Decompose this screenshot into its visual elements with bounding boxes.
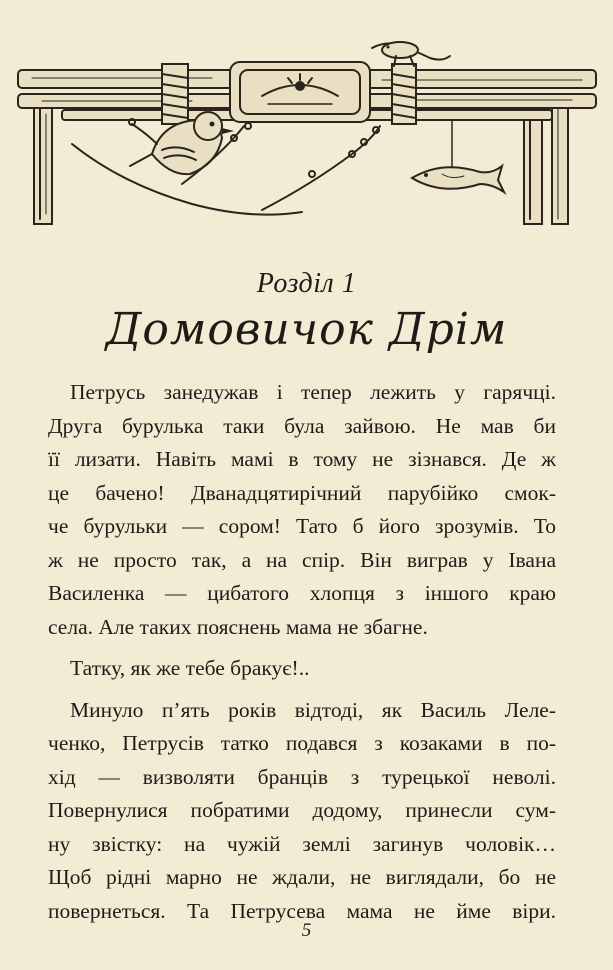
- text-line: її лизати. Навіть мамі в тому не зізнався. Де ж: [48, 447, 556, 471]
- text-line: Василенка — цибатого хлопця з іншого краю: [48, 581, 556, 605]
- rope-binding-left: [162, 64, 188, 124]
- carved-plaque: [230, 62, 370, 122]
- paragraph: [48, 694, 556, 929]
- chapter-title: Домовичок Дрім: [105, 304, 508, 355]
- text-line: села. Але таких пояснень мама не збагне.: [48, 614, 428, 639]
- left-post: [34, 94, 52, 224]
- chapter-label: Розділ 1: [256, 268, 357, 299]
- chapter-body-text: [48, 376, 556, 936]
- blossom-branch: [72, 119, 380, 215]
- rope-binding-right: [392, 64, 416, 124]
- page-number: 5: [301, 920, 312, 941]
- text-line: ченко, Петрусів татко подався з козаками в по-: [48, 731, 556, 755]
- text-line: ж не просто так, а на спір. Він виграв у Івана: [48, 547, 556, 572]
- hanging-fish-illustration: [412, 120, 504, 192]
- text-line: Минуло п’ять років відтоді, як Василь Леле-: [70, 697, 556, 722]
- paragraph: [48, 652, 556, 686]
- chapter-header-illustration: [12, 34, 602, 229]
- lizard-illustration: [372, 42, 450, 66]
- paragraph: [48, 376, 556, 644]
- text-line: ну звістку: на чужій землі загинув чоловік…: [48, 831, 556, 856]
- text-line: хід — визволяти бранців з турецької неволі.: [48, 764, 556, 789]
- text-line: че бурульки — сором! Тато б його зрозумів. То: [48, 514, 556, 538]
- text-line: Щоб рідні марно не ждали, не виглядали, бо не: [48, 865, 556, 889]
- text-line: це бачено! Дванадцятирічний парубійко смок-: [48, 480, 556, 505]
- text-line: Друга бурулька таки була зайвою. Не мав би: [48, 413, 556, 438]
- text-line: Повернулися побратими додому, принесли сум-: [48, 798, 556, 822]
- text-line: Петрусь занедужав і тепер лежить у гарячці.: [70, 380, 556, 404]
- text-line: Татку, як же тебе бракує!..: [70, 656, 310, 680]
- text-line: повернеться. Та Петрусева мама не йме віри.: [48, 898, 556, 923]
